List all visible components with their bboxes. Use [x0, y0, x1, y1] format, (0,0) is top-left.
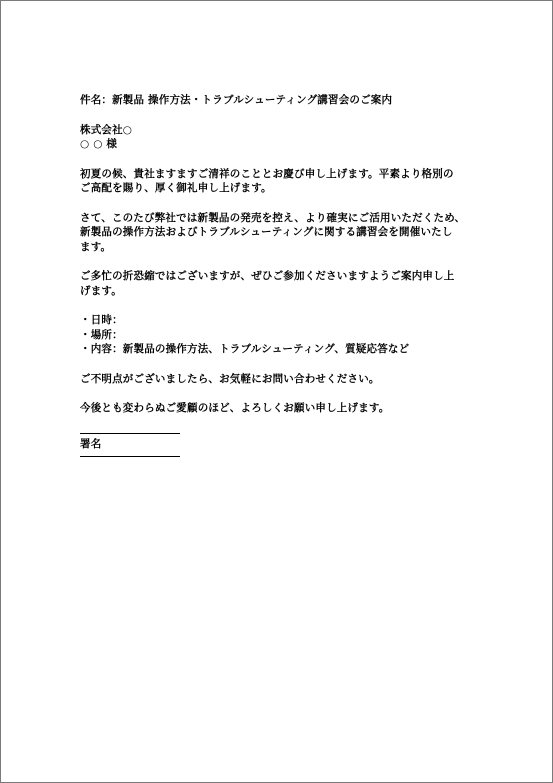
body-line: 新製品の操作方法およびトラブルシューティングに関する講習会を開催いたし — [80, 226, 453, 238]
signature-rule-bottom — [80, 456, 180, 457]
body-line: さて、このたび弊社では新製品の発売を控え、より確実にご活用いただくため、 — [80, 211, 466, 224]
greeting-paragraph — [80, 167, 480, 196]
detail-item-date: ・日時： — [80, 314, 123, 326]
greeting-line: 初夏の候、貴社ますますご清祥のこととお慶び申し上げます。平素より格別の — [80, 167, 454, 180]
closing-line: 今後とも変わらぬご愛顧のほど、よろしくお願い申し上げます。 — [80, 402, 390, 414]
body-line: ご多忙の折恐縮ではございますが、ぜひご参加くださいますようご案内申し上 — [80, 270, 455, 282]
signature-label: 署名 — [80, 437, 102, 450]
body-line: げます。 — [80, 284, 122, 297]
body-line: ます。 — [80, 240, 112, 253]
detail-item-place: ・場所： — [80, 328, 123, 341]
detail-item-content: ・内容：新製品の操作方法、トラブルシューティング、質疑応答など — [80, 343, 410, 355]
letter-body — [80, 93, 480, 457]
inquiry-line: ご不明点がございましたら、お気軽にお問い合わせください。 — [80, 372, 380, 385]
body-paragraph-1 — [80, 211, 480, 255]
signature-rule-top — [80, 433, 180, 434]
greeting-line: ご高配を賜り、厚く御礼申し上げます。 — [80, 182, 272, 194]
company-name: 株式会社○ — [80, 123, 133, 136]
body-paragraph-2 — [80, 269, 480, 298]
subject-line: 件名：新製品 操作方法・トラブルシューティング講習会のご案内 — [80, 94, 393, 106]
recipient-name: ○ ○ 様 — [80, 138, 118, 150]
details-list — [80, 313, 480, 357]
